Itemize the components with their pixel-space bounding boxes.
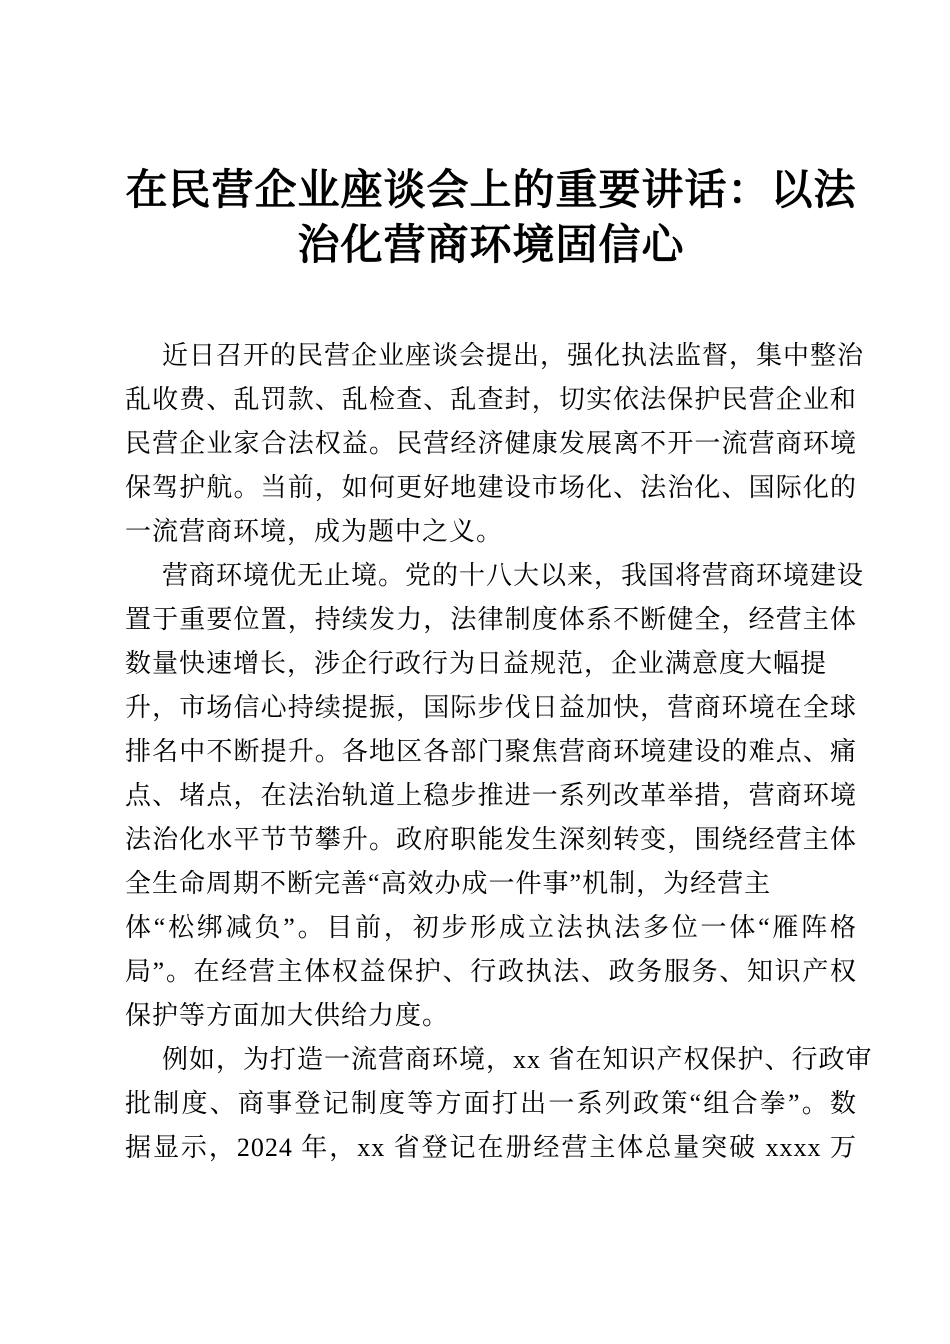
body-line: 点、堵点，在法治轨道上稳步推进一系列改革举措，营商环境 xyxy=(125,781,857,810)
body-line: 民营企业家合法权益。民营经济健康发展离不开一流营商环境 xyxy=(125,429,857,458)
body-line: 体“松绑减负”。目前，初步形成立法执法多位一体“雁阵格 xyxy=(125,913,857,942)
body-line: 保驾护航。当前，如何更好地建设市场化、法治化、国际化的 xyxy=(125,473,857,502)
body-line: 批制度、商事登记制度等方面打出一系列政策“组合拳”。数 xyxy=(125,1089,857,1118)
body-line: 全生命周期不断完善“高效办成一件事”机制，为经营主 xyxy=(125,869,772,898)
document-body xyxy=(125,334,873,1170)
body-line: 排名中不断提升。各地区各部门聚焦营商环境建设的难点、痛 xyxy=(125,737,857,766)
body-line: 法治化水平节节攀升。政府职能发生深刻转变，围绕经营主体 xyxy=(125,825,857,854)
body-line: 升，市场信心持续提振，国际步伐日益加快，营商环境在全球 xyxy=(125,693,857,722)
paragraph xyxy=(125,554,865,1038)
title-line-2: 治化营商环境固信心 xyxy=(297,223,685,269)
paragraph xyxy=(125,334,865,554)
body-line: 乱收费、乱罚款、乱检查、乱查封，切实依法保护民营企业和 xyxy=(125,385,857,414)
document-title xyxy=(125,164,857,274)
title-line-1: 在民营企业座谈会上的重要讲话：以法 xyxy=(125,168,857,214)
body-line: 置于重要位置，持续发力，法律制度体系不断健全，经营主体 xyxy=(125,605,857,634)
body-line: 例如，为打造一流营商环境，xx 省在知识产权保护、行政审 xyxy=(162,1045,873,1074)
body-line: 据显示，2024 年，xx 省登记在册经营主体总量突破 xxxx 万 xyxy=(125,1133,857,1162)
body-line: 保护等方面加大供给力度。 xyxy=(125,1001,450,1030)
body-line: 一流营商环境，成为题中之义。 xyxy=(125,517,504,546)
paragraph xyxy=(125,1038,873,1170)
body-line: 数量快速增长，涉企行政行为日益规范，企业满意度大幅提 xyxy=(125,649,828,678)
body-line: 营商环境优无止境。党的十八大以来，我国将营商环境建设 xyxy=(162,561,865,590)
body-line: 近日召开的民营企业座谈会提出，强化执法监督，集中整治 xyxy=(162,341,865,370)
body-line: 局”。在经营主体权益保护、行政执法、政务服务、知识产权 xyxy=(125,957,857,986)
